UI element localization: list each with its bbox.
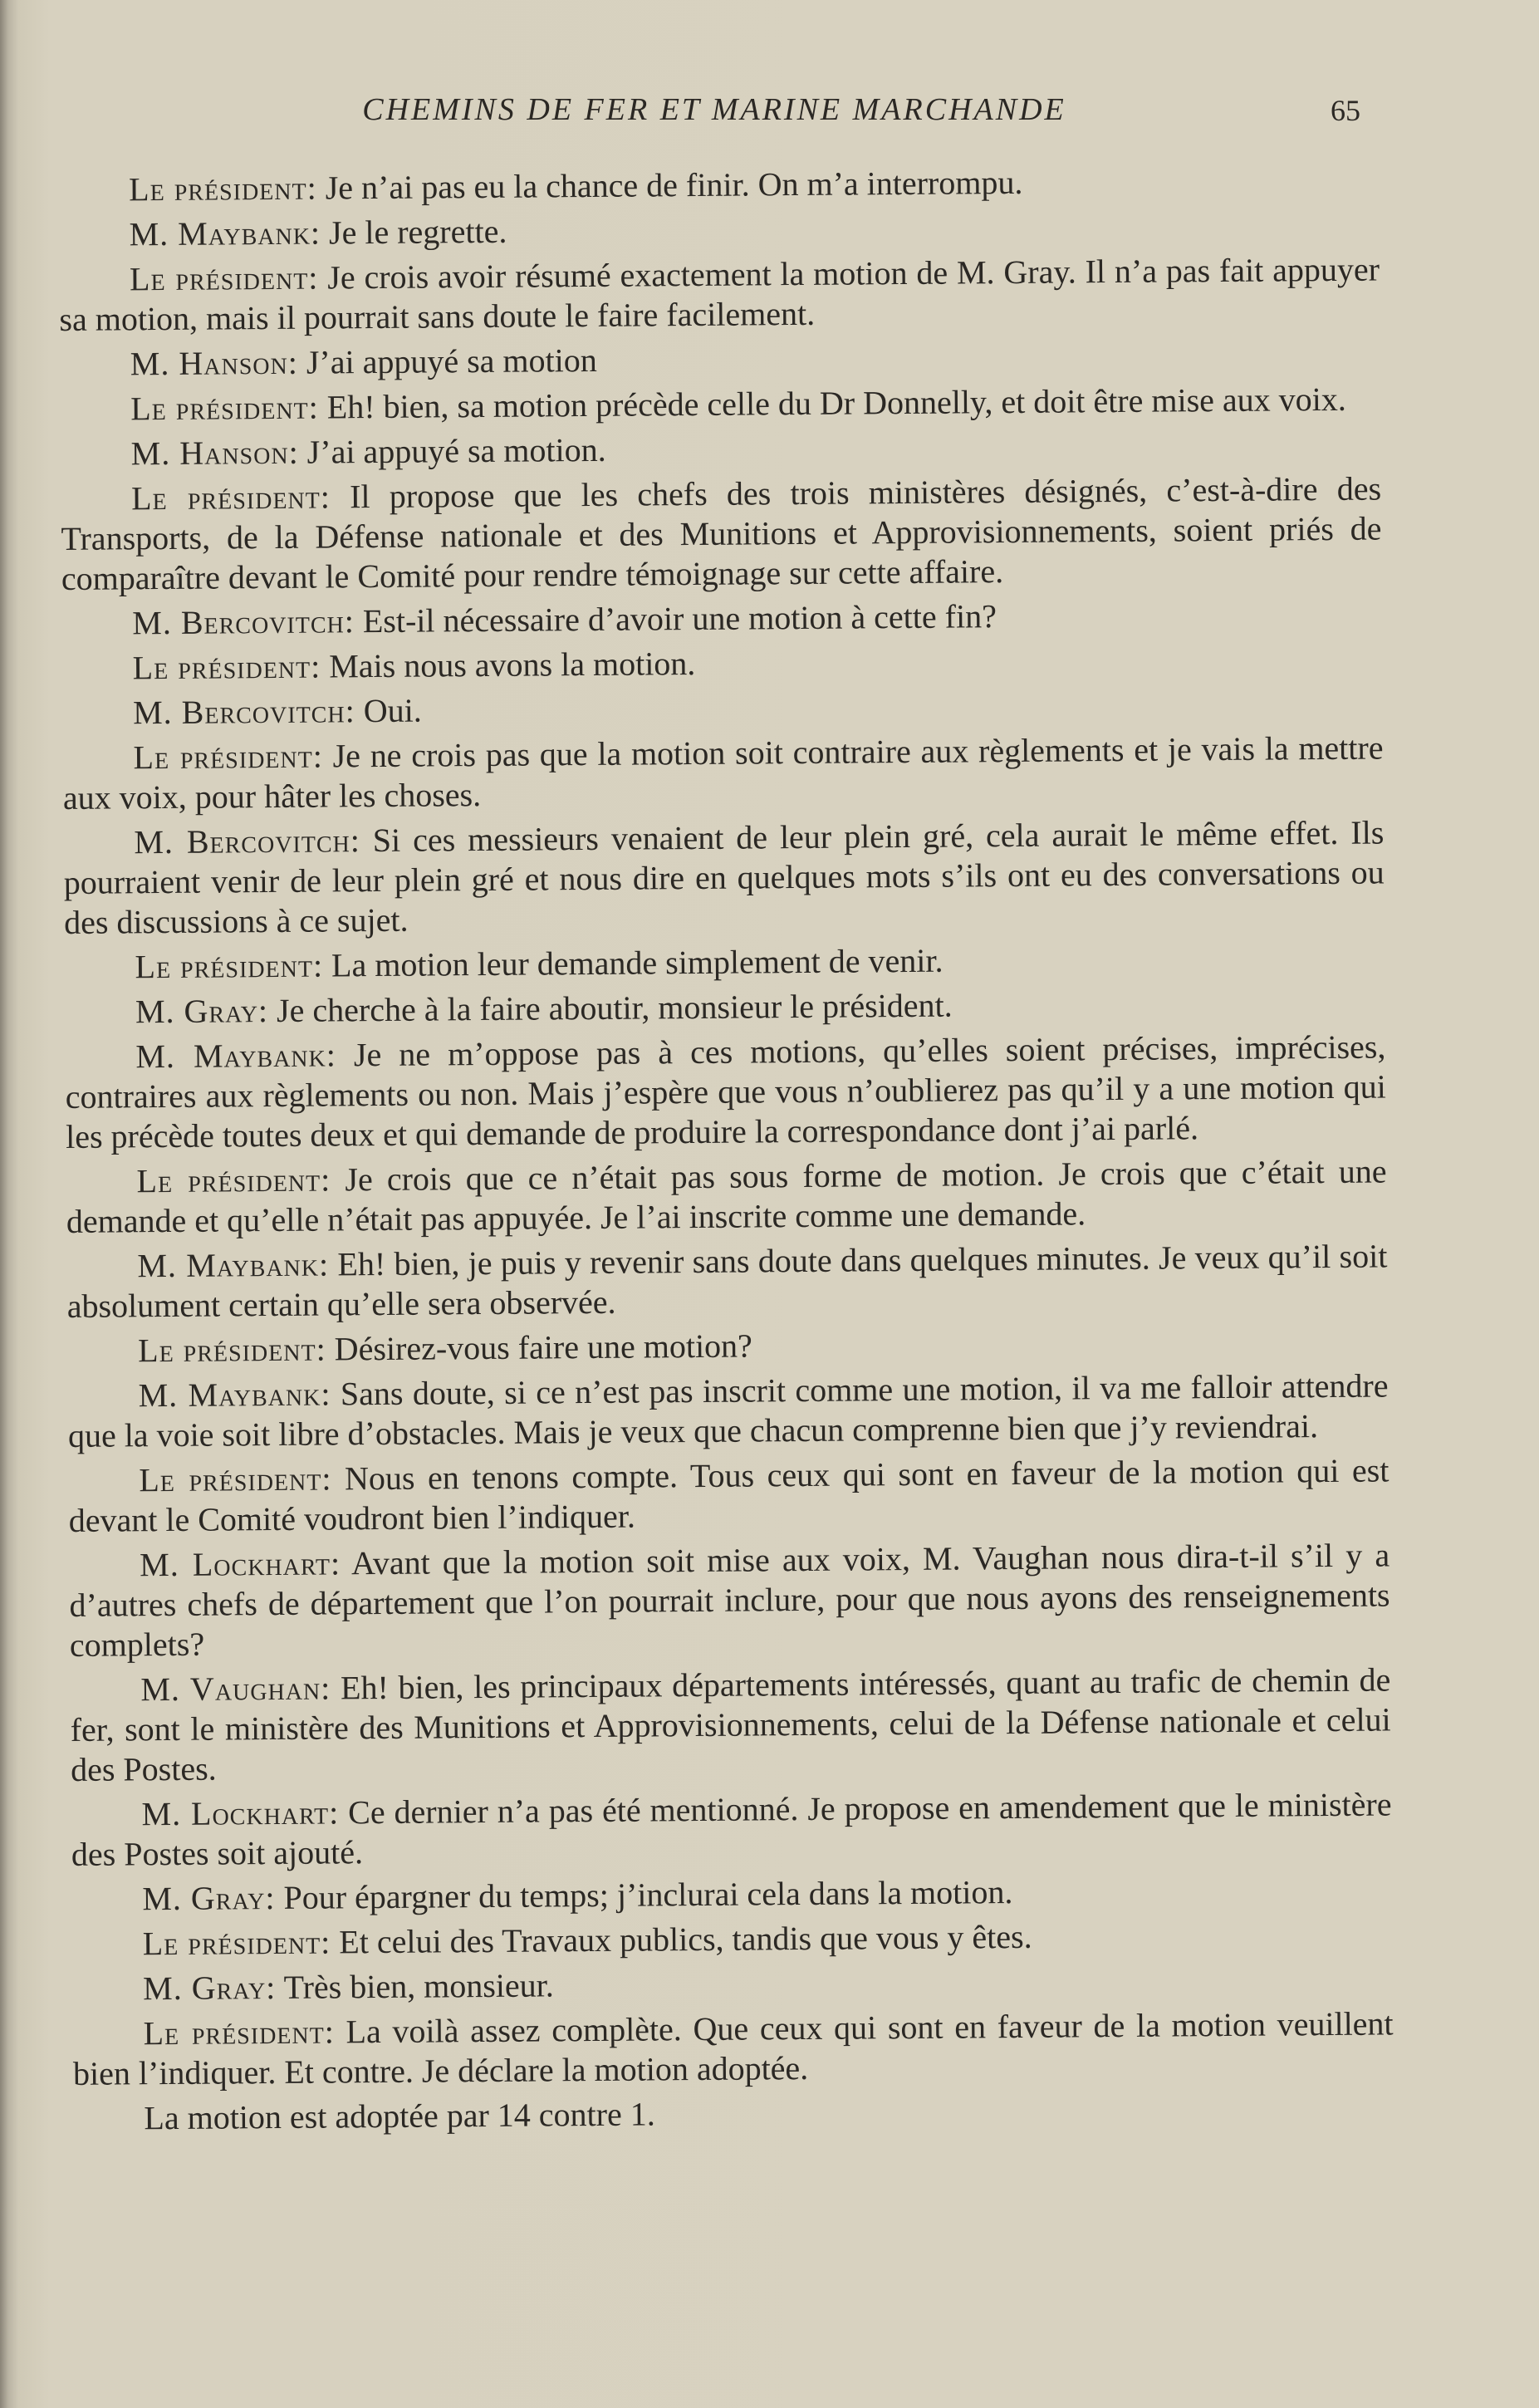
speech-text: J’ai appuyé sa motion	[306, 341, 597, 381]
speaker-name: M. Bercovitch:	[132, 692, 355, 732]
paragraph	[72, 2003, 1394, 2093]
paragraph	[70, 1660, 1391, 1789]
speech-text: Si ces messieurs venaient de leur plein gré, cela aurait le même effet. Ils pourraient venir de leur plein gré et nous dire en quelques mots s’ils ont eu des conversations ou des discussions à ce sujet.	[63, 813, 1385, 941]
paragraph	[60, 424, 1380, 474]
speech-text: Désirez-vous faire une motion?	[334, 1327, 753, 1368]
speech-text: Oui.	[363, 691, 422, 730]
speaker-name: M. Bercovitch:	[132, 602, 355, 642]
paragraph	[65, 1027, 1386, 1156]
speech-text: Pour épargner du temps; j’inclurai cela dans la motion.	[283, 1873, 1013, 1916]
speech-text: Je crois avoir résumé exactement la motion de M. Gray. Il n’a pas fait appuyer sa motion, mais il pourrait sans doute le faire facilement.	[59, 250, 1380, 338]
speaker-name: Le président:	[129, 258, 319, 298]
speaker-name: M. Maybank:	[138, 1375, 331, 1415]
paragraph	[58, 160, 1379, 210]
paragraph	[61, 469, 1382, 599]
paragraph	[66, 1236, 1388, 1326]
speaker-name: M. Gray:	[143, 1969, 277, 2008]
transcript-body	[58, 160, 1394, 2144]
paragraph	[72, 1959, 1393, 2008]
speaker-name: Le président:	[129, 169, 317, 208]
speaker-name: M. Gray:	[135, 992, 269, 1031]
speaker-name: M. Lockhart:	[141, 1793, 340, 1833]
speaker-name: M. Hanson:	[130, 343, 299, 383]
speech-text: Eh! bien, je puis y revenir sans doute dans quelques minutes. Je veux qu’il soit absolument certain qu’elle sera observée.	[66, 1237, 1388, 1325]
speech-text: Eh! bien, sa motion précède celle du Dr Donnelly, et doit être mise aux voix.	[326, 380, 1346, 426]
speech-text: La motion leur demande simplement de venir.	[331, 941, 943, 984]
speech-text: Je n’ai pas eu la chance de finir. On m’a interrompu.	[325, 163, 1023, 207]
paragraph	[67, 1366, 1389, 1455]
paragraph	[68, 1450, 1390, 1540]
speech-text: Il propose que les chefs des trois ministères désignés, c’est-à-dire des Transports, de la Défense nationale et des Munitions et Approvisionnements, soient priés de comparaître devant le Comité pour rendre témoignage sur cette affaire.	[61, 469, 1382, 597]
paragraph	[67, 1321, 1388, 1371]
paragraph	[58, 205, 1379, 255]
speaker-name: M. Gray:	[142, 1879, 276, 1918]
speaker-name: Le président:	[133, 737, 324, 777]
speech-text: Mais nous avons la motion.	[329, 644, 696, 685]
speaker-name: M. Hanson:	[130, 433, 299, 473]
speech-text: Sans doute, si ce n’est pas inscrit comme une motion, il va me falloir attendre que la voie soit libre d’obstacles. Mais je veux que chacun comprenne bien que j’y reviendrai.	[67, 1366, 1389, 1454]
paragraph	[71, 1869, 1392, 1919]
speech-text: Nous en tenons compte. Tous ceux qui sont en faveur de la motion qui est devant le Comité voudront bien l’indiquer.	[68, 1451, 1390, 1539]
speaker-name: Le président:	[143, 2013, 336, 2052]
speaker-name: M. Maybank:	[135, 1036, 337, 1076]
speech-text: Je ne crois pas que la motion soit contraire aux règlements et je vais la mettre aux voix, pour hâter les choses.	[62, 728, 1384, 817]
paragraph	[66, 1151, 1387, 1241]
vote-result-text: La motion est adoptée par 14 contre 1.	[144, 2095, 655, 2137]
paragraph	[72, 1914, 1393, 1964]
paragraph	[60, 380, 1380, 429]
speaker-name: Le président:	[135, 946, 324, 986]
speaker-name: M. Lockhart:	[140, 1544, 341, 1584]
paragraph	[62, 638, 1383, 688]
speaker-name: M. Maybank:	[137, 1245, 330, 1285]
speech-text: Je crois que ce n’était pas sous forme de motion. Je crois que c’était une demande et qu’elle n’était pas appuyée. Je l’ai inscrite comme une demande.	[66, 1152, 1387, 1240]
speech-text: Est-il nécessaire d’avoir une motion à cette fin?	[362, 597, 997, 640]
speaker-name: Le président:	[139, 1459, 332, 1499]
paragraph	[63, 812, 1385, 942]
speech-text: Je ne m’oppose pas à ces motions, qu’elles soient précises, imprécises, contraires aux règlements ou non. Mais j’espère que vous n’oublierez pas qu’il y a une motion qui les précède toutes deux et qui demande de produire la correspondance dont j’ai parlé.	[65, 1027, 1386, 1155]
speech-text: Et celui des Travaux publics, tandis que vous y êtes.	[339, 1917, 1032, 1961]
paragraph	[60, 335, 1380, 385]
speech-text: Ce dernier n’a pas été mentionné. Je propose en amendement que le ministère des Postes soit ajouté.	[71, 1785, 1392, 1873]
speech-text: Avant que la motion soit mise aux voix, M. Vaughan nous dira-t-il s’il y a d’autres chefs de département que l’on pourrait inclure, pour que nous ayons des renseignements complets?	[69, 1536, 1390, 1664]
paragraph	[61, 593, 1382, 643]
speaker-name: Le président:	[130, 478, 331, 517]
paragraph-result	[73, 2088, 1394, 2138]
speaker-name: Le président:	[136, 1160, 331, 1200]
page-number: 65	[1331, 94, 1360, 127]
speaker-name: M. Vaughan:	[140, 1669, 331, 1709]
speaker-name: M. Bercovitch:	[134, 821, 361, 861]
speech-text: Très bien, monsieur.	[283, 1966, 554, 2006]
paragraph	[69, 1535, 1390, 1665]
paragraph	[62, 728, 1384, 817]
speech-text: La voilà assez complète. Que ceux qui sont en faveur de la motion veuillent bien l’indiquer. Et contre. Je déclare la motion adoptée.	[72, 2004, 1394, 2092]
speech-text: J’ai appuyé sa motion.	[306, 430, 606, 471]
speech-text: Je le regrette.	[328, 212, 507, 252]
paragraph	[62, 683, 1383, 733]
paragraph	[65, 982, 1385, 1032]
speech-text: Je cherche à la faire aboutir, monsieur le président.	[276, 986, 953, 1029]
running-header: CHEMINS DE FER ET MARINE MARCHANDE	[362, 92, 1066, 127]
paragraph	[64, 937, 1385, 987]
speaker-name: Le président:	[142, 1923, 331, 1963]
speaker-name: Le président:	[130, 388, 319, 428]
paragraph	[71, 1784, 1392, 1874]
speech-text: Eh! bien, les principaux départements intéressés, quant au trafic de chemin de fer, sont le ministère des Munitions et Approvisionnements, celui de la Défense nationale et celui des Postes.	[70, 1660, 1391, 1788]
speaker-name: M. Maybank:	[129, 213, 321, 253]
speaker-name: Le président:	[132, 647, 321, 687]
speaker-name: Le président:	[137, 1330, 326, 1370]
paragraph	[59, 250, 1380, 340]
